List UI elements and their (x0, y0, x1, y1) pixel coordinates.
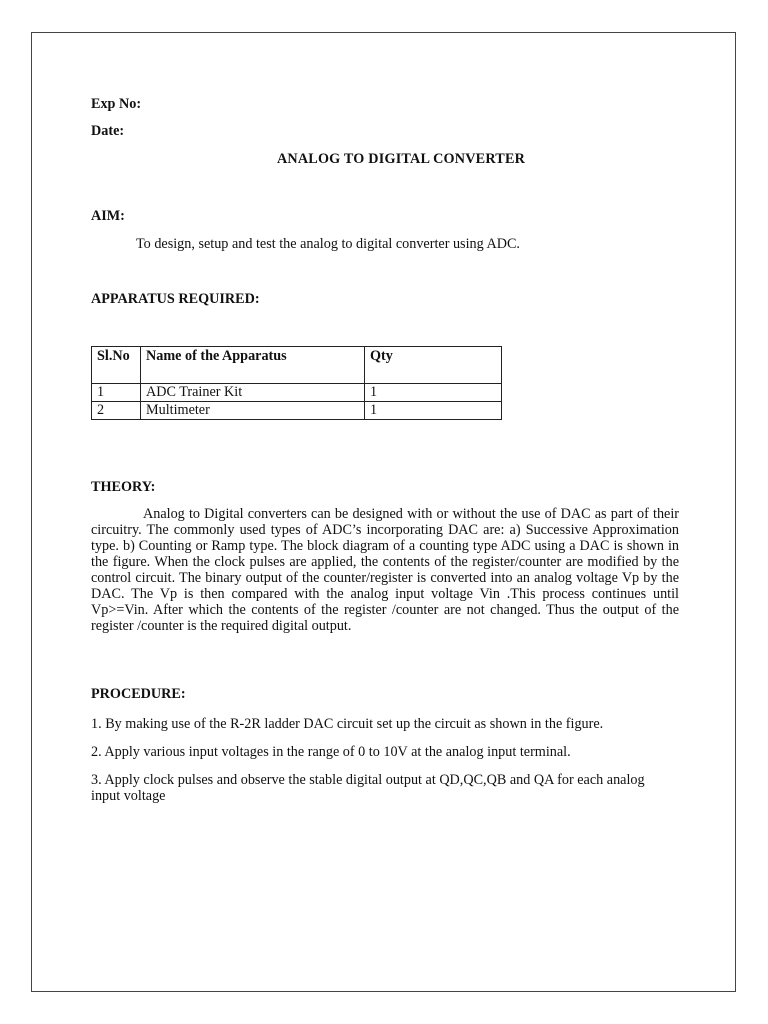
procedure-step-2: 2. Apply various input voltages in the range of 0 to 10V at the analog input terminal. (91, 744, 571, 760)
cell-qty: 1 (365, 402, 502, 420)
column-header-name: Name of the Apparatus (141, 347, 365, 384)
cell-slno: 2 (92, 402, 141, 420)
exp-no-label: Exp No: (91, 96, 142, 112)
theory-heading: THEORY: (91, 479, 156, 495)
procedure-step-3: 3. Apply clock pulses and observe the stable digital output at QD,QC,QB and QA for each analog input voltage (91, 772, 645, 804)
procedure-step-1: 1. By making use of the R-2R ladder DAC circuit set up the circuit as shown in the figure. (91, 716, 604, 732)
table-row (92, 402, 502, 420)
cell-name: Multimeter (141, 402, 365, 420)
column-header-qty: Qty (365, 347, 502, 384)
table-header-row (92, 347, 502, 384)
procedure-heading: PROCEDURE: (91, 686, 186, 702)
date-label: Date: (91, 123, 125, 139)
table-row (92, 384, 502, 402)
aim-heading: AIM: (91, 208, 125, 224)
cell-name: ADC Trainer Kit (141, 384, 365, 402)
cell-qty: 1 (365, 384, 502, 402)
aim-text: To design, setup and test the analog to digital converter using ADC. (136, 236, 520, 252)
column-header-slno: Sl.No (92, 347, 141, 384)
apparatus-heading: APPARATUS REQUIRED: (91, 291, 260, 307)
apparatus-table (91, 346, 502, 420)
document-title: ANALOG TO DIGITAL CONVERTER (276, 151, 526, 167)
cell-slno: 1 (92, 384, 141, 402)
theory-text: Analog to Digital converters can be designed with or without the use of DAC as part of their circuitry. The commonly used types of ADC’s incorporating DAC are: a) Successive Approximation type. b) Counting or Ramp type. The block diagram of a counting type ADC using a DAC is shown in the figure. When the clock pulses are applied, the contents of the register/counter are modified by the control circuit. The binary output of the counter/register is converted into an analog voltage Vp by the DAC. The Vp is then compared with the analog input voltage Vin .This process continues until Vp>=Vin. After which the contents of the register /counter are not changed. Thus the output of the register /counter is the required digital output. (91, 506, 679, 634)
